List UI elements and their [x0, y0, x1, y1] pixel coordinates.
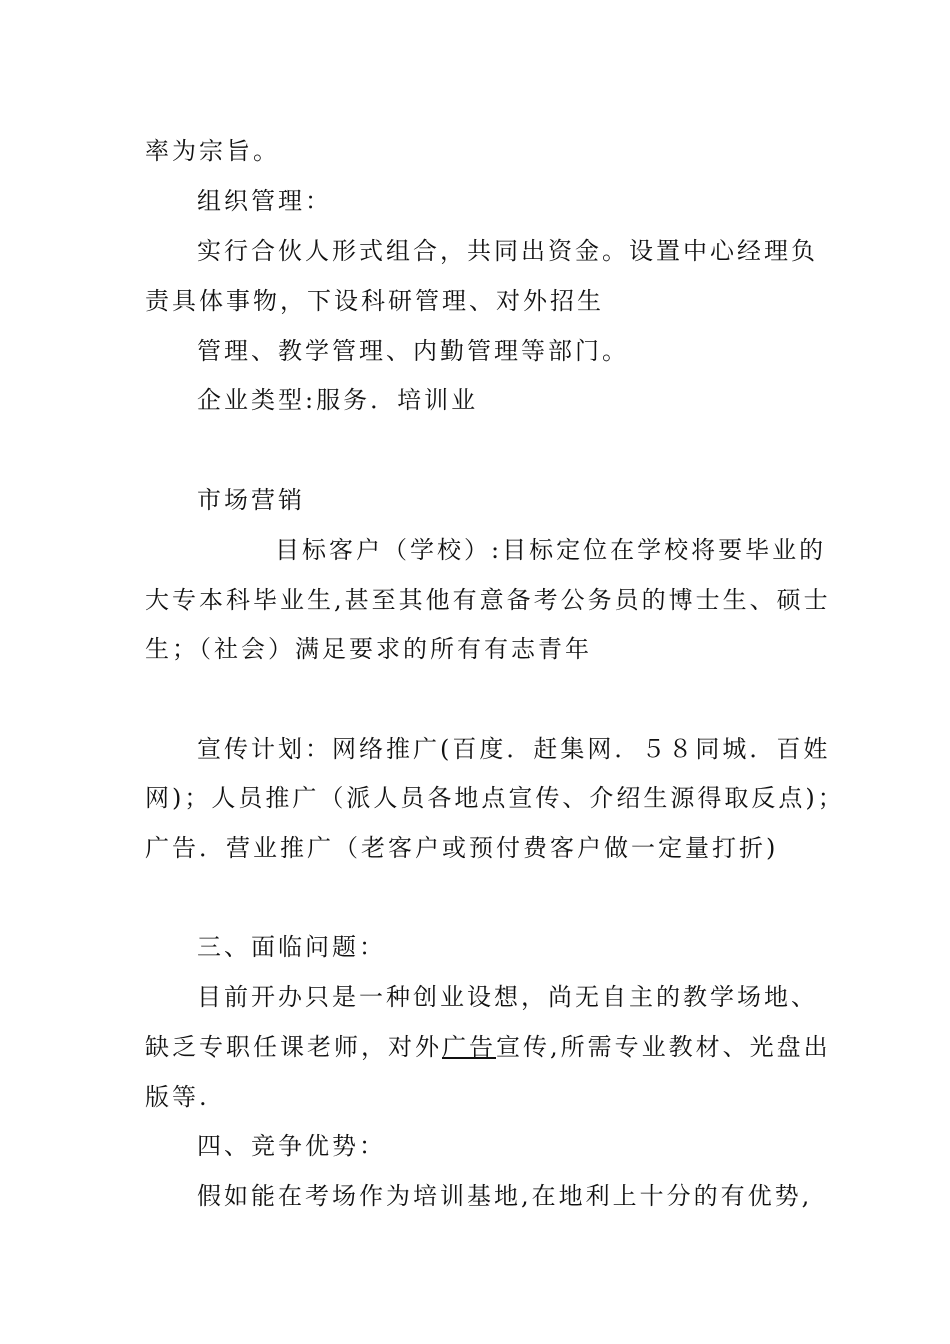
paragraph-line: 版等.	[145, 1083, 210, 1111]
paragraph-line: 网)；人员推广（派人员各地点宣传、介绍生源得取反点)；	[145, 784, 845, 812]
paragraph-line: 率为宗旨。	[145, 137, 280, 165]
text-segment: 宣传,所需专业教材、光盘出	[496, 1033, 831, 1061]
paragraph-line: 企业类型:服务．培训业	[197, 386, 479, 414]
paragraph-line: 生；（社会）满足要求的所有有志青年	[145, 635, 592, 663]
paragraph-line	[145, 1032, 831, 1062]
paragraph-line: 责具体事物，下设科研管理、对外招生	[145, 287, 604, 315]
paragraph-line: 管理、教学管理、内勤管理等部门。	[197, 337, 629, 365]
paragraph-line: 假如能在考场作为培训基地,在地利上十分的有优势,	[197, 1182, 813, 1210]
section-heading-organization: 组织管理：	[197, 187, 332, 215]
paragraph-line: 目前开办只是一种创业设想，尚无自主的教学场地、	[197, 983, 818, 1011]
paragraph-line: 目标客户（学校）:目标定位在学校将要毕业的	[275, 536, 827, 564]
text-segment: 缺乏专职任课老师，对外	[145, 1033, 442, 1061]
section-heading-problems: 三、面临问题：	[197, 933, 386, 961]
paragraph-line: 广告．营业推广（老客户或预付费客户做一定量打折)	[145, 834, 779, 862]
paragraph-line: 实行合伙人形式组合，共同出资金。设置中心经理负	[197, 237, 818, 265]
paragraph-line: 宣传计划：网络推广(百度．赶集网．５８同城．百姓	[197, 735, 831, 763]
paragraph-line: 大专本科毕业生,甚至其他有意备考公务员的博士生、硕士	[145, 586, 831, 614]
section-heading-marketing: 市场营销	[197, 486, 305, 514]
advertising-link[interactable]: 广告	[442, 1033, 496, 1061]
section-heading-advantages: 四、竞争优势：	[197, 1132, 386, 1160]
